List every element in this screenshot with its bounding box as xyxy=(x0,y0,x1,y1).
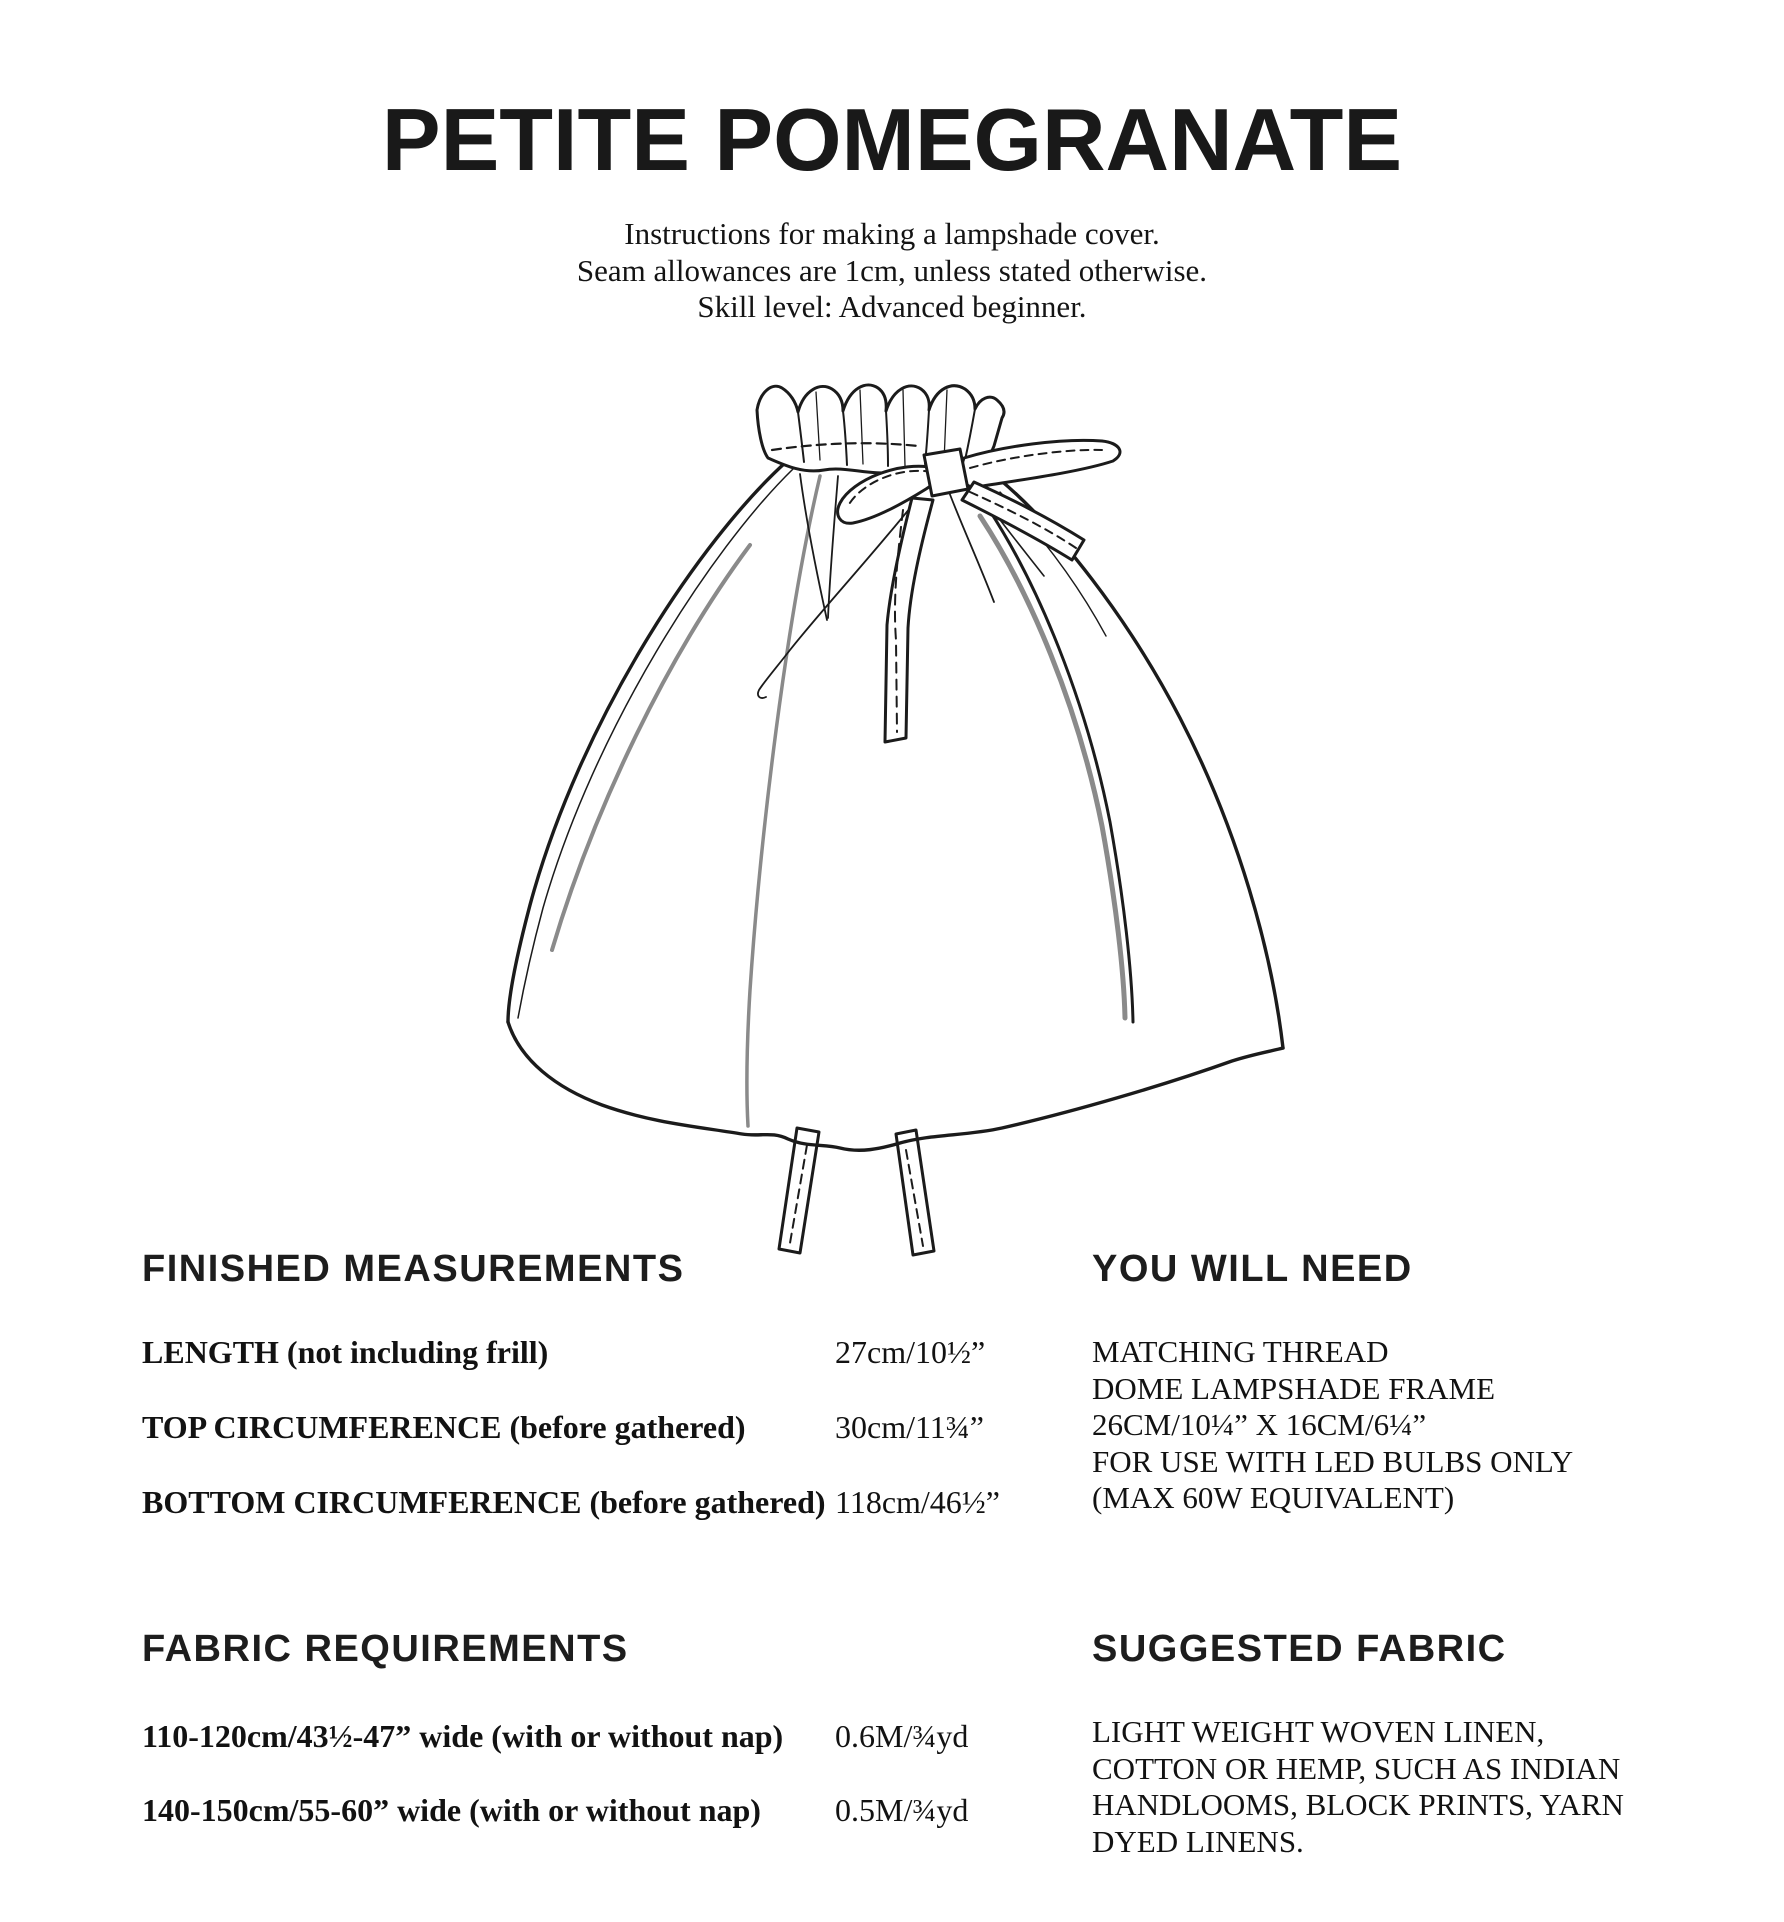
suggested-fabric-line: HANDLOOMS, BLOCK PRINTS, YARN xyxy=(1092,1787,1624,1822)
heading-suggested-fabric: SUGGESTED FABRIC xyxy=(1092,1628,1507,1670)
intro-line: Seam allowances are 1cm, unless stated otherwise. xyxy=(576,252,1208,288)
intro-line: Skill level: Advanced beginner. xyxy=(697,289,1087,324)
suggested-fabric-line: LIGHT WEIGHT WOVEN LINEN, xyxy=(1092,1714,1545,1749)
need-item: MATCHING THREAD xyxy=(1092,1334,1389,1369)
heading-fabric-requirements: FABRIC REQUIREMENTS xyxy=(142,1628,629,1670)
measurement-label: TOP CIRCUMFERENCE (before gathered) xyxy=(142,1409,746,1445)
measurement-value: 27cm/10½” xyxy=(835,1334,986,1370)
fabric-requirement-label: 110-120cm/43½-47” wide (with or without nap) xyxy=(142,1718,784,1754)
measurement-label: LENGTH (not including frill) xyxy=(142,1334,549,1370)
measurement-value: 30cm/11¾” xyxy=(835,1409,984,1445)
need-item: FOR USE WITH LED BULBS ONLY xyxy=(1092,1443,1574,1479)
heading-you-will-need: YOU WILL NEED xyxy=(1092,1248,1413,1290)
fabric-requirement-label: 140-150cm/55-60” wide (with or without nap) xyxy=(142,1792,761,1828)
you-will-need-list xyxy=(1092,1334,1573,1517)
suggested-fabric-line: COTTON OR HEMP, SUCH AS INDIAN xyxy=(1092,1750,1621,1786)
intro-line: Instructions for making a lampshade cover. xyxy=(624,216,1160,251)
suggested-fabric-list xyxy=(1092,1714,1624,1860)
page-title: PETITE POMEGRANATE xyxy=(381,90,1403,189)
heading-finished-measurements: FINISHED MEASUREMENTS xyxy=(142,1248,685,1290)
need-item: (MAX 60W EQUIVALENT) xyxy=(1092,1480,1455,1515)
fabric-requirement-value: 0.5M/¾yd xyxy=(835,1792,969,1828)
need-item: 26CM/10¼” X 16CM/6¼” xyxy=(1092,1407,1427,1442)
measurement-label: BOTTOM CIRCUMFERENCE (before gathered) xyxy=(142,1484,826,1520)
need-item: DOME LAMPSHADE FRAME xyxy=(1092,1370,1496,1406)
fabric-requirement-value: 0.6M/¾yd xyxy=(835,1718,969,1754)
suggested-fabric-line: DYED LINENS. xyxy=(1092,1823,1304,1859)
measurement-value: 118cm/46½” xyxy=(835,1484,1000,1520)
